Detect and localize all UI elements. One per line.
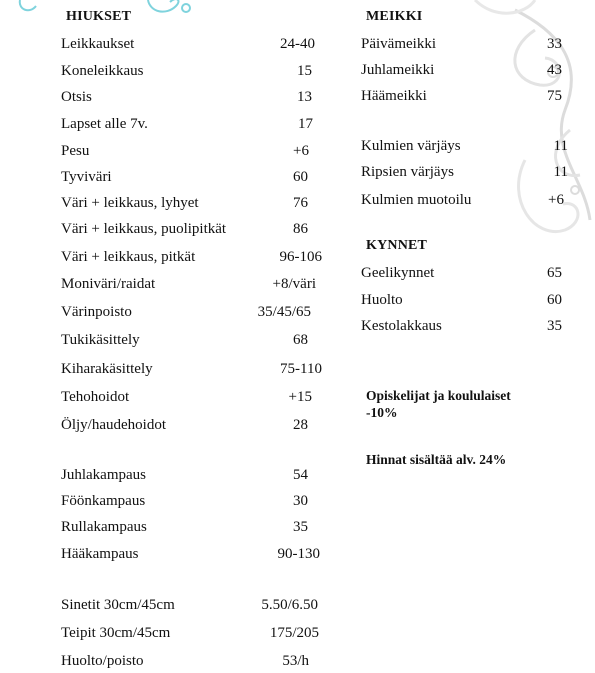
price-item-label: Kiharakäsittely <box>61 361 153 377</box>
section-heading: MEIKKI <box>366 9 423 24</box>
price-item-label: Pesu <box>61 143 90 159</box>
price-item-price: 30 <box>293 493 308 509</box>
price-item-label: Geelikynnet <box>361 265 435 281</box>
price-item-price: 35/45/65 <box>257 304 311 320</box>
price-item-label: Päivämeikki <box>361 36 436 52</box>
price-item-price: 11 <box>553 164 568 180</box>
price-item-label: Kestolakkaus <box>361 318 442 334</box>
price-item-price: 60 <box>293 169 308 185</box>
price-item-price: +6 <box>548 192 564 208</box>
price-item-price: 75 <box>547 88 562 104</box>
price-item-price: 54 <box>293 467 308 483</box>
floral-ornament-icon <box>415 0 595 320</box>
price-item-label: Teipit 30cm/45cm <box>61 625 171 641</box>
price-item-label: Väri + leikkaus, lyhyet <box>61 195 199 211</box>
price-item-price: 5.50/6.50 <box>261 597 318 613</box>
price-item-price: 68 <box>293 332 308 348</box>
price-item-label: Huolto/poisto <box>61 653 144 669</box>
price-item-label: Huolto <box>361 292 403 308</box>
price-item-label: Otsis <box>61 89 92 105</box>
price-item-label: Tyviväri <box>61 169 112 185</box>
price-item-price: +8/väri <box>272 276 316 292</box>
price-item-price: 60 <box>547 292 562 308</box>
price-item-price: 43 <box>547 62 562 78</box>
price-item-price: 33 <box>547 36 562 52</box>
price-item-label: Kulmien värjäys <box>361 138 461 154</box>
student-discount-line: Opiskelijat ja koululaiset <box>366 388 511 403</box>
price-item-price: 75-110 <box>280 361 322 377</box>
price-item-label: Juhlakampaus <box>61 467 146 483</box>
price-item-price: 28 <box>293 417 308 433</box>
price-item-label: Tehohoidot <box>61 389 130 405</box>
price-item-price: 175/205 <box>269 625 319 641</box>
price-item-label: Koneleikkaus <box>61 63 144 79</box>
price-item-label: Hääkampaus <box>61 546 139 562</box>
section-heading: KYNNET <box>366 238 428 253</box>
price-item-price: 13 <box>297 89 312 105</box>
price-item-price: 76 <box>293 195 308 211</box>
price-item-label: Häämeikki <box>361 88 427 104</box>
price-item-label: Föönkampaus <box>61 493 146 509</box>
price-item-price: 35 <box>293 519 308 535</box>
student-discount-value: -10% <box>366 405 398 420</box>
student-discount-note <box>366 387 511 421</box>
price-item-price: +6 <box>293 143 309 159</box>
price-item-price: 15 <box>297 63 312 79</box>
price-item-label: Rullakampaus <box>61 519 147 535</box>
price-item-label: Sinetit 30cm/45cm <box>61 597 175 613</box>
price-item-label: Kulmien muotoilu <box>361 192 472 208</box>
price-item-label: Värinpoisto <box>61 304 132 320</box>
price-item-label: Väri + leikkaus, pitkät <box>61 249 196 265</box>
price-item-price: 53/h <box>282 653 309 669</box>
price-item-price: +15 <box>288 389 312 405</box>
section-heading: HIUKSET <box>66 9 132 24</box>
price-item-label: Moniväri/raidat <box>61 276 156 292</box>
price-item-price: 11 <box>553 138 568 154</box>
price-item-price: 86 <box>293 221 308 237</box>
price-item-price: 65 <box>547 265 562 281</box>
price-item-price: 35 <box>547 318 562 334</box>
price-item-price: 90-130 <box>277 546 320 562</box>
price-item-price: 24-40 <box>280 36 315 52</box>
price-item-price: 96-106 <box>279 249 322 265</box>
price-item-label: Tukikäsittely <box>61 332 140 348</box>
price-item-label: Ripsien värjäys <box>361 164 454 180</box>
price-item-label: Leikkaukset <box>61 36 135 52</box>
price-item-label: Lapset alle 7v. <box>61 116 148 132</box>
price-item-label: Juhlameikki <box>361 62 435 78</box>
price-item-label: Väri + leikkaus, puolipitkät <box>61 221 227 237</box>
vat-note: Hinnat sisältää alv. 24% <box>366 452 507 467</box>
price-item-label: Öljy/haudehoidot <box>61 417 166 433</box>
price-item-price: 17 <box>298 116 313 132</box>
